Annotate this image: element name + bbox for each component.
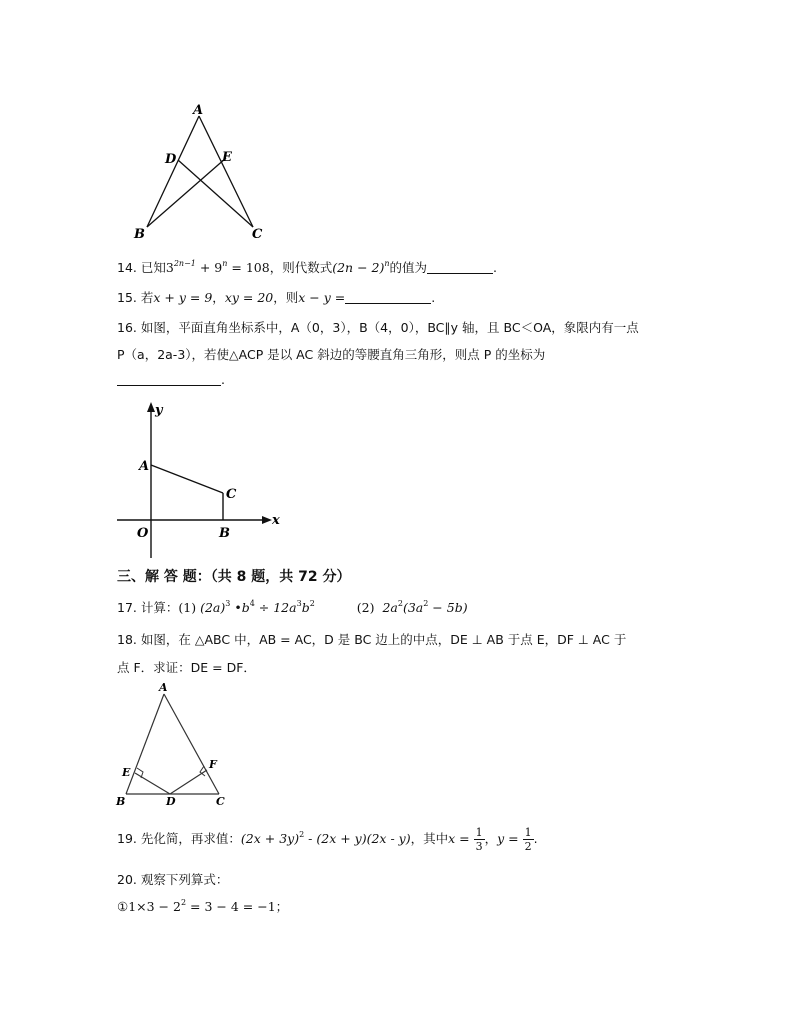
question-16-line-1	[117, 318, 639, 336]
q14-answer-blank[interactable]	[427, 261, 493, 274]
q20-number: 20.	[117, 872, 137, 887]
q19-text-2: ，其中	[410, 831, 449, 846]
q15-number: 15.	[117, 290, 137, 305]
q18-number: 18.	[117, 632, 137, 647]
q14-exp1: 2n−1	[173, 259, 196, 268]
q14-text-3: 的值为	[389, 260, 428, 275]
question-17	[117, 598, 468, 616]
fig2-segment-ac	[151, 465, 223, 493]
question-18-line-1	[117, 630, 626, 648]
q19-y-var: y =	[497, 831, 519, 846]
fig3-label-e: E	[122, 766, 131, 779]
q17-f3: − 5b)	[428, 600, 468, 615]
fig3-label-a: A	[159, 681, 168, 694]
q20-text-1: 观察下列算式：	[140, 872, 229, 887]
q19-x-numerator: 1	[475, 826, 483, 839]
fig2-x-arrow	[262, 516, 272, 524]
fig2-label-a: A	[139, 459, 150, 474]
fig2-label-c: C	[226, 487, 237, 502]
q14-expr2: (2n − 2)	[332, 260, 385, 275]
q14-exp3: n	[384, 259, 390, 268]
q17-e3: ÷ 12a	[254, 600, 297, 615]
q14-eq: = 108	[227, 260, 270, 275]
figure-3-triangle	[112, 680, 237, 810]
q19-y-numerator: 1	[524, 826, 532, 839]
q17-e3-exp: 3	[296, 599, 302, 608]
fig1-label-d: D	[165, 152, 177, 167]
question-15	[117, 288, 435, 306]
fig3-segment-de	[135, 773, 170, 794]
q16-text-line-2: P（a，2a-3），若使△ACP 是以 AC 斜边的等腰直角三角形，则点 P 的坐标为	[117, 347, 546, 362]
q20-item-1-exp: 2	[180, 898, 187, 907]
q20-item-1-rest: = 3 − 4 = −1；	[186, 899, 289, 914]
fig3-label-f: F	[209, 758, 217, 771]
q15-end: .	[431, 290, 436, 305]
q16-answer-blank[interactable]	[117, 373, 221, 386]
fig2-label-x: x	[272, 513, 280, 528]
section-3-heading: 三、解 答 题：（共 8 题，共 72 分）	[117, 569, 351, 585]
fig1-line-ac	[199, 116, 253, 227]
fig3-label-b: B	[116, 795, 126, 808]
fig2-label-y: y	[155, 403, 163, 418]
q16-end: .	[221, 372, 225, 387]
fig3-side-ac	[164, 694, 219, 794]
q20-item-1-expr: ①1×3 − 2	[117, 899, 181, 914]
q14-number: 14.	[117, 260, 137, 275]
question-20	[117, 870, 228, 888]
q17-e2: •b	[230, 600, 250, 615]
q19-e1-exp: 2	[299, 830, 305, 839]
q18-text-line-2: 点 F．求证：DE = DF．	[117, 660, 256, 675]
q17-e2-exp: 4	[249, 599, 255, 608]
q15-text-1: 若	[140, 290, 154, 305]
fig2-label-o: O	[137, 526, 149, 541]
q17-f2-exp: 2	[423, 599, 429, 608]
figure-1	[130, 100, 270, 242]
q15-expr-1: x + y = 9	[153, 290, 213, 305]
question-14	[117, 258, 497, 276]
q18-text-line-1: 如图，在 △ABC 中，AB = AC，D 是 BC 边上的中点，DE ⊥ AB 于点 E，DF ⊥ AC 于	[140, 632, 627, 647]
q15-expr-2: xy = 20	[224, 290, 274, 305]
fig2-label-b: B	[219, 526, 230, 541]
fig1-label-a: A	[193, 103, 204, 118]
q15-sep: ，	[212, 290, 225, 305]
q19-e2: - (2x + y)(2x - y)	[304, 831, 411, 846]
q19-x-fraction	[474, 826, 485, 853]
q14-text-1: 已知	[140, 260, 166, 275]
q17-f1: 2a	[382, 600, 398, 615]
q17-f1-exp: 2	[397, 599, 403, 608]
q19-e1: (2x + 3y)	[240, 831, 300, 846]
q17-number: 17.	[117, 600, 137, 615]
q19-x-denominator: 3	[475, 840, 483, 853]
q14-mid: + 9	[195, 260, 223, 275]
question-16-line-2	[117, 345, 545, 363]
fig1-label-c: C	[252, 227, 263, 242]
q19-x-var: x =	[448, 831, 470, 846]
fig2-y-arrow	[147, 402, 155, 412]
q15-answer-blank[interactable]	[345, 291, 431, 304]
q16-text-line-1: 如图，平面直角坐标系中，A（0，3），B（4，0），BC∥y 轴，且 BC＜OA，象限内有一点	[140, 320, 639, 335]
question-19	[117, 826, 538, 853]
question-16-line-3	[117, 372, 225, 387]
fig1-line-cd	[178, 160, 253, 227]
q15-expr-3: x − y =	[298, 290, 346, 305]
q14-end: .	[493, 260, 498, 275]
q19-y-denominator: 2	[524, 840, 532, 853]
fig3-label-d: D	[166, 795, 176, 808]
q19-end: .	[533, 831, 538, 846]
q17-f2: (3a	[402, 600, 424, 615]
q15-text-2: ，则	[273, 290, 299, 305]
q17-e4: b	[301, 600, 310, 615]
figure-2-coordinate-plane	[115, 398, 295, 563]
q17-text-1: 计算：	[140, 600, 179, 615]
q20-item-1	[117, 897, 288, 915]
q19-sep: ，	[484, 831, 498, 846]
fig1-label-b: B	[134, 227, 145, 242]
q17-part-1-label: (1)	[178, 600, 197, 615]
q14-exp2: n	[222, 259, 228, 268]
q19-number: 19.	[117, 831, 137, 846]
question-18-line-2	[117, 658, 256, 676]
q19-text-1: 先化简，再求值：	[140, 831, 241, 846]
q14-text-2: ，则代数式	[269, 260, 333, 275]
q17-part-2-label: (2)	[356, 600, 375, 615]
q17-e1: (2a)	[200, 600, 226, 615]
q16-number: 16.	[117, 320, 137, 335]
q17-e4-exp: 2	[309, 599, 315, 608]
q17-e1-exp: 3	[225, 599, 231, 608]
q14-expr: 3	[165, 260, 174, 275]
q19-y-fraction	[523, 826, 534, 853]
fig1-label-e: E	[222, 150, 232, 165]
fig3-label-c: C	[216, 795, 225, 808]
